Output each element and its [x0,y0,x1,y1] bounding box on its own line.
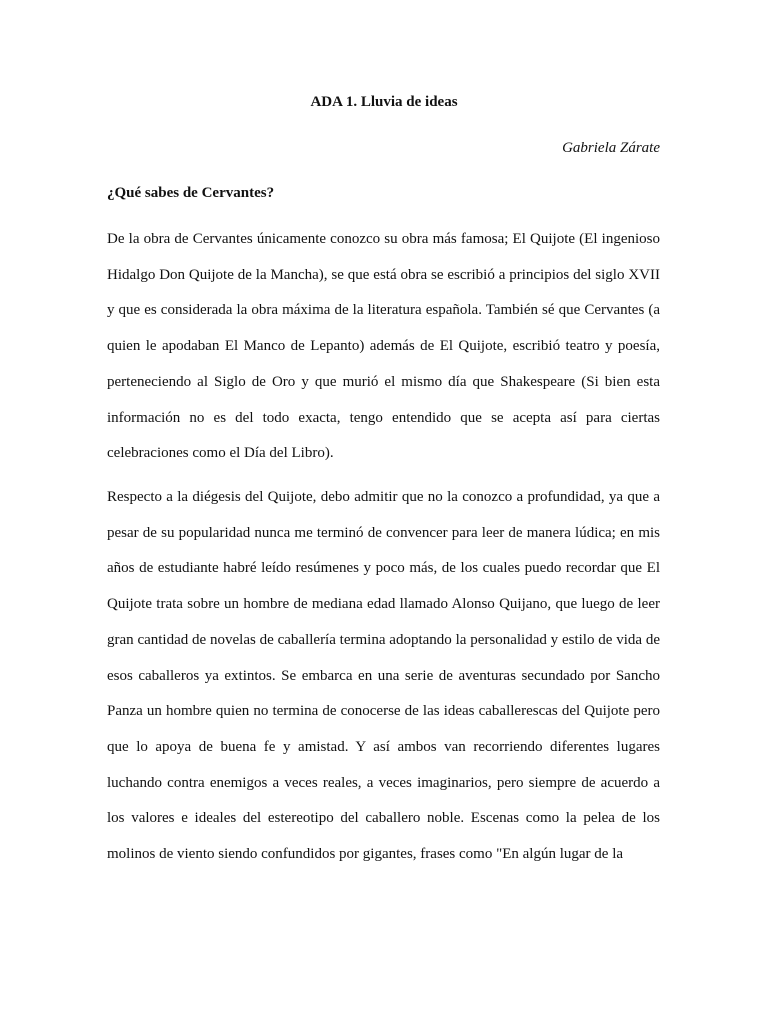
author-name: Gabriela Zárate [562,140,660,156]
section-question: ¿Qué sabes de Cervantes? [107,185,275,201]
document-title: ADA 1. Lluvia de ideas [310,94,458,110]
paragraph-2: Respecto a la diégesis del Quijote, debo admitir que no la conozco a profundidad, ya que a pesar de su popularidad nunca me terminó de convencer para leer de manera lúdica; en mis años de estudiante habré leído resúmenes y poco más, de los cuales puedo recordar que El Quijote trata sobre un hombre de mediana edad llamado Alonso Quijano, que luego de leer gran cantidad de novelas de caballería termina adoptando la personalidad y estilo de vida de esos caballeros ya extintos. Se embarca en una serie de aventuras secundado por Sancho Panza un hombre quien no termina de conocerse de las ideas caballerescas del Quijote pero que lo apoya de buena fe y amistad. Y así ambos van recorriendo diferentes lugares luchando contra enemigos a veces reales, a veces imaginarios, pero siempre de acuerdo a los valores e ideales del estereotipo del caballero noble. Escenas como la pelea de los molinos de viento siendo confundidos por gigantes, frases como "En algún lugar de la [107,489,660,863]
paragraph-1: De la obra de Cervantes únicamente conozco su obra más famosa; El Quijote (El ingenioso Hidalgo Don Quijote de la Mancha), se que está obra se escribió a principios del siglo XVII y que es considerada la obra máxima de la literatura española. También sé que Cervantes (a quien le apodaban El Manco de Lepanto) además de El Quijote, escribió teatro y poesía, perteneciendo al Siglo de Oro y que murió el mismo día que Shakespeare (Si bien esta información no es del todo exacta, tengo entendido que se acepta así para ciertas celebraciones como el Día del Libro). [107,231,660,462]
